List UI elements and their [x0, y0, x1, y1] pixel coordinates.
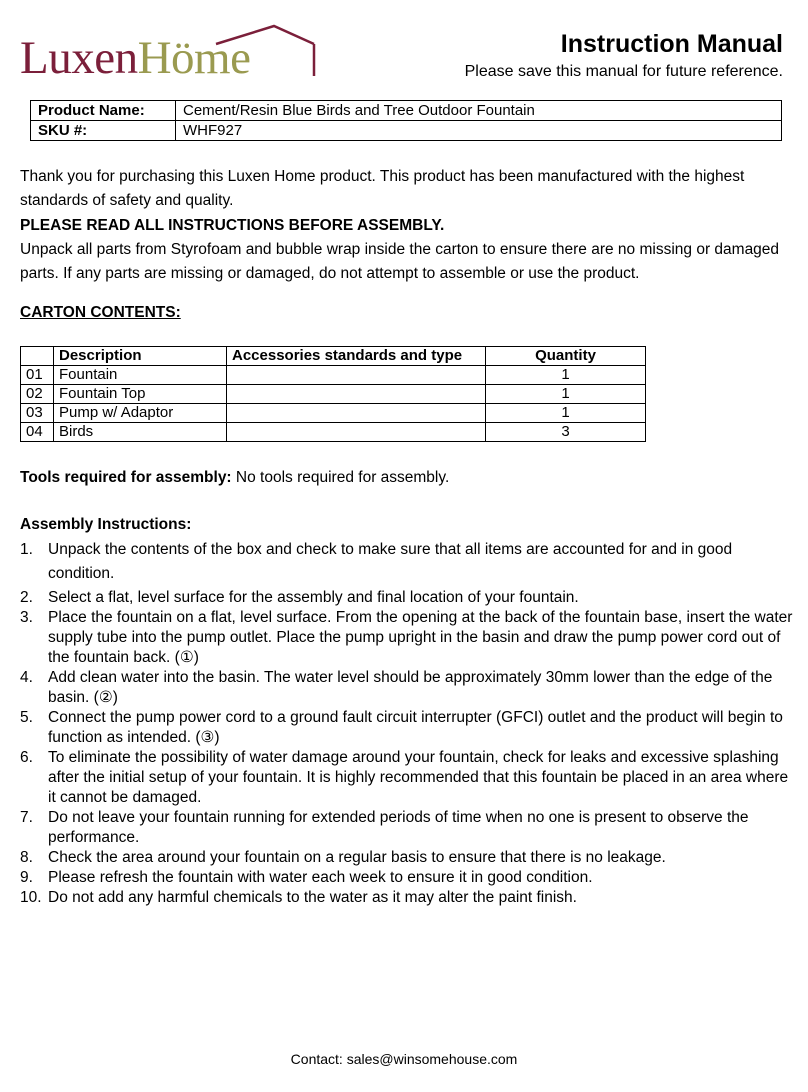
table-row	[21, 366, 646, 385]
product-info-table	[30, 100, 782, 141]
row-accessories	[227, 385, 486, 404]
step-text: Connect the pump power cord to a ground fault circuit interrupter (GFCI) outlet and the product will begin to function as intended. (③)	[48, 709, 783, 746]
tools-value: No tools required for assembly.	[235, 469, 450, 486]
step-text: Add clean water into the basin. The water level should be approximately 30mm lower than the edge of the basin. (②)	[48, 669, 773, 706]
table-row	[21, 423, 646, 442]
assembly-steps	[20, 538, 795, 908]
carton-header-num	[21, 347, 54, 366]
step-text: Unpack the contents of the box and check to make sure that all items are accounted for and in good condition.	[48, 541, 733, 582]
brand-logo	[20, 22, 320, 82]
list-item	[20, 588, 795, 608]
sku-row	[31, 121, 782, 141]
step-number: 5.	[20, 709, 33, 726]
carton-header-description: Description	[54, 347, 227, 366]
list-item	[20, 868, 795, 888]
list-item	[20, 808, 795, 848]
row-description: Fountain Top	[54, 385, 227, 404]
step-text: Please refresh the fountain with water each week to ensure it in good condition.	[48, 869, 593, 886]
step-number: 2.	[20, 589, 33, 606]
brand-logo-part2: Höme	[137, 32, 251, 84]
step-number: 10.	[20, 889, 42, 906]
sku-label: SKU #:	[31, 121, 176, 141]
step-number: 8.	[20, 849, 33, 866]
list-item	[20, 848, 795, 868]
contact-footer: Contact: sales@winsomehouse.com	[290, 1051, 518, 1067]
page-title: Instruction Manual	[560, 30, 783, 58]
row-num: 01	[21, 366, 54, 385]
row-quantity: 3	[486, 423, 646, 442]
table-row	[21, 385, 646, 404]
step-number: 7.	[20, 809, 33, 826]
carton-heading: CARTON CONTENTS:	[20, 304, 181, 321]
row-num: 03	[21, 404, 54, 423]
step-text: Select a flat, level surface for the assembly and final location of your fountain.	[48, 589, 579, 606]
brand-logo-part1: Luxen	[20, 32, 138, 84]
list-item	[20, 888, 795, 908]
product-name-value: Cement/Resin Blue Birds and Tree Outdoor Fountain	[176, 101, 782, 121]
page-subtitle: Please save this manual for future reference.	[464, 63, 783, 80]
row-quantity: 1	[486, 385, 646, 404]
step-text: Do not add any harmful chemicals to the water as it may alter the paint finish.	[48, 889, 577, 906]
list-item	[20, 748, 795, 808]
step-number: 4.	[20, 669, 33, 686]
step-text: Do not leave your fountain running for extended periods of time when no one is present to observe the performance.	[48, 809, 749, 846]
carton-header-accessories: Accessories standards and type	[227, 347, 486, 366]
carton-header-row	[21, 347, 646, 366]
step-text: To eliminate the possibility of water damage around your fountain, check for leaks and excessive splashing after the initial setup of your fountain. It is highly recommended that this fountain be placed in an area where it cannot be damaged.	[48, 749, 789, 806]
intro-thanks: Thank you for purchasing this Luxen Home product. This product has been manufactured with the highest standards of safety and quality.	[20, 168, 745, 209]
intro-read-all: PLEASE READ ALL INSTRUCTIONS BEFORE ASSEMBLY.	[20, 217, 445, 234]
tools-label: Tools required for assembly:	[20, 469, 232, 486]
row-quantity: 1	[486, 404, 646, 423]
product-name-row	[31, 101, 782, 121]
list-item	[20, 708, 795, 748]
tools-required	[20, 466, 790, 490]
table-row	[21, 404, 646, 423]
list-item	[20, 538, 795, 586]
list-item	[20, 668, 795, 708]
sku-value: WHF927	[176, 121, 782, 141]
row-quantity: 1	[486, 366, 646, 385]
step-text: Check the area around your fountain on a regular basis to ensure that there is no leakage.	[48, 849, 666, 866]
step-number: 6.	[20, 749, 33, 766]
row-accessories	[227, 423, 486, 442]
row-description: Fountain	[54, 366, 227, 385]
product-name-label: Product Name:	[31, 101, 176, 121]
brand-logo-text	[20, 32, 250, 84]
step-number: 1.	[20, 541, 33, 558]
row-description: Birds	[54, 423, 227, 442]
row-accessories	[227, 366, 486, 385]
list-item	[20, 608, 795, 668]
carton-table	[20, 346, 646, 442]
assembly-heading: Assembly Instructions:	[20, 516, 192, 533]
row-accessories	[227, 404, 486, 423]
intro-unpack: Unpack all parts from Styrofoam and bubble wrap inside the carton to ensure there are no missing or damaged parts. If any parts are missing or damaged, do not attempt to assemble or use the product.	[20, 241, 780, 282]
row-num: 02	[21, 385, 54, 404]
row-description: Pump w/ Adaptor	[54, 404, 227, 423]
step-text: Place the fountain on a flat, level surface. From the opening at the back of the fountain base, insert the water supply tube into the pump outlet. Place the pump upright in the basin and draw the pump power cord out of the fountain back. (①)	[48, 609, 793, 666]
carton-header-quantity: Quantity	[486, 347, 646, 366]
row-num: 04	[21, 423, 54, 442]
step-number: 3.	[20, 609, 33, 626]
step-number: 9.	[20, 869, 33, 886]
